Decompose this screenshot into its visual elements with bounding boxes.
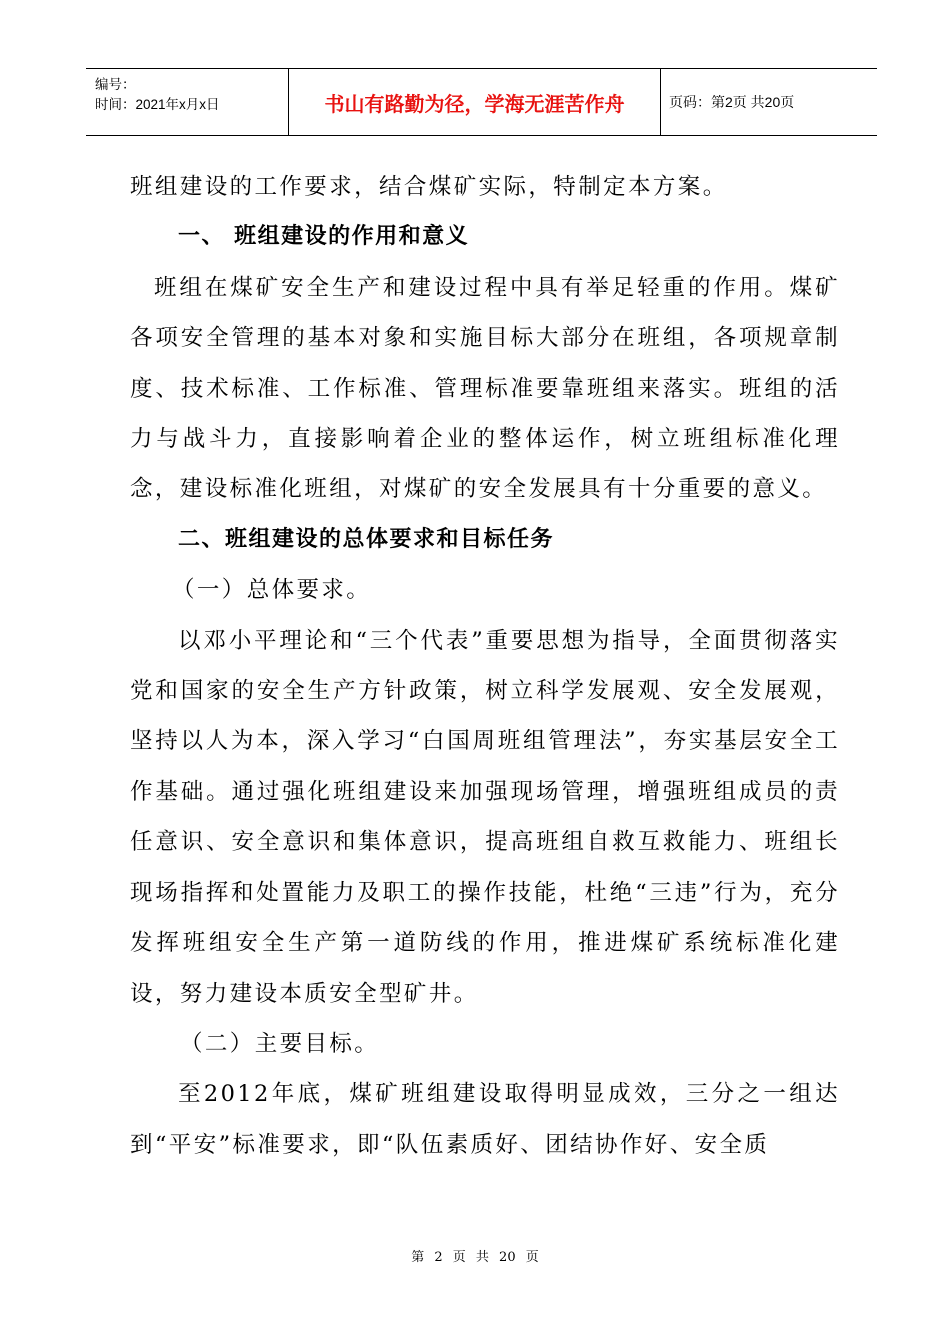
section-heading-2: 二、班组建设的总体要求和目标任务 (178, 526, 555, 552)
header-motto: 书山有路勤为径，学海无涯苦作舟 (288, 69, 661, 135)
serial-label: 编号： (95, 77, 136, 92)
header-page-info: 页码：第2页 共20页 (669, 94, 795, 110)
intro-paragraph-end: 班组建设的工作要求，结合煤矿实际，特制定本方案。 (130, 174, 728, 200)
subsection-heading-1: （一）总体要求。 (172, 577, 372, 604)
document-header (86, 68, 877, 136)
subsection-heading-2: （二）主要目标。 (180, 1030, 380, 1057)
time-label: 时间：2021年x月x日 (95, 97, 220, 112)
subsection-1-paragraph: 以邓小平理论和“三个代表”重要思想为指导，全面贯彻落实党和国家的安全生产方针政策，树立科学发展观、安全发展观，坚持以人为本，深入学习“白国周班组管理法”，夯实基层安全工作基础。通过强化班组建设来加强现场管理，增强班组成员的责任意识、安全意识和集体意识，提高班组自救互救能力、班组长现场指挥和处置能力及职工的操作技能，杜绝“三违”行为，充分发挥班组安全生产第一道防线的作用，推进煤矿系统标准化建设，努力建设本质安全型矿井。 (130, 627, 840, 1007)
subsection-2-paragraph: 至2012年底，煤矿班组建设取得明显成效，三分之一组达到“平安”标准要求，即“队伍素质好、团结协作好、安全质 (130, 1081, 840, 1158)
header-meta (86, 69, 288, 135)
section-1-paragraph: 班组在煤矿安全生产和建设过程中具有举足轻重的作用。煤矿各项安全管理的基本对象和实施目标大部分在班组，各项规章制度、技术标准、工作标准、管理标准要靠班组来落实。班组的活力与战斗力，直接影响着企业的整体运作，树立班组标准化理念，建设标准化班组，对煤矿的安全发展具有十分重要的意义。 (130, 274, 840, 503)
document-body (130, 162, 840, 1170)
section-heading-1: 一、 班组建设的作用和意义 (178, 224, 470, 250)
page-footer: 第 2 页 共 20 页 (411, 1250, 539, 1265)
